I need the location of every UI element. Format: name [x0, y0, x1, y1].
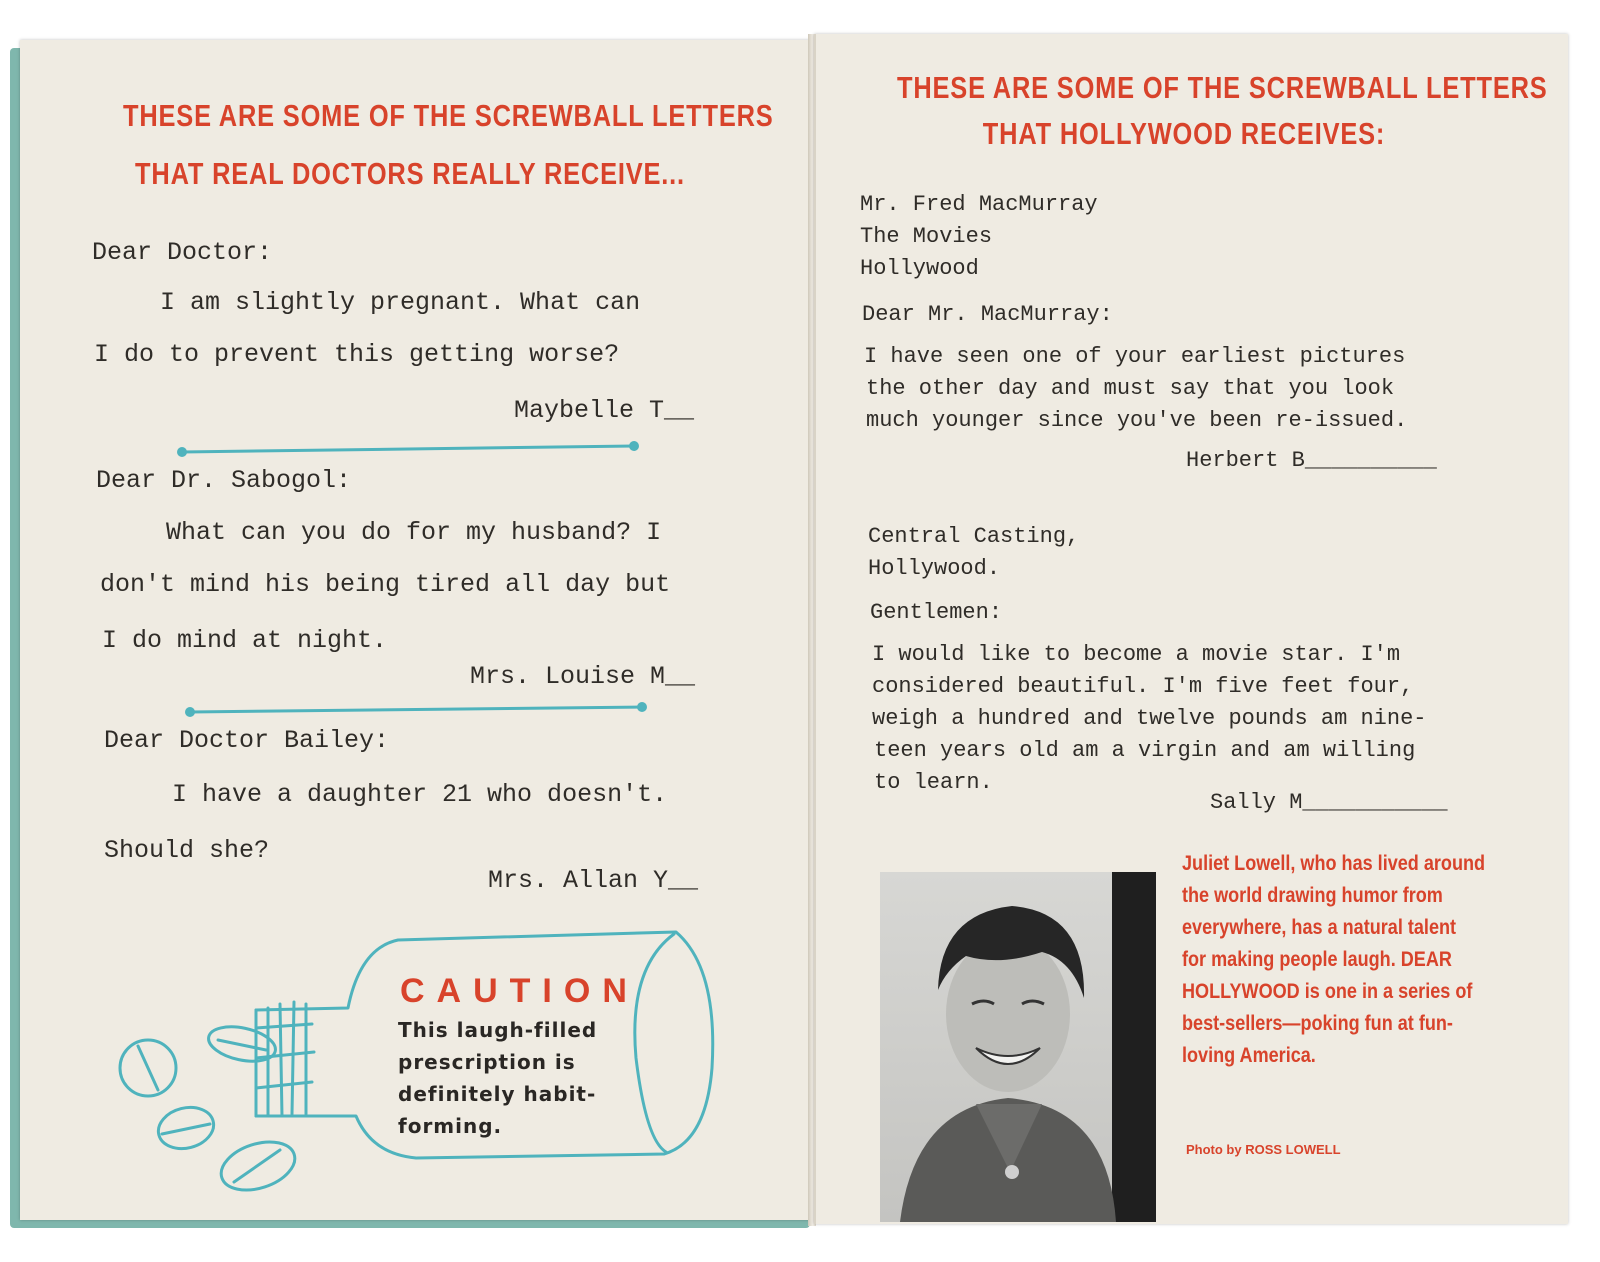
letter-5-address-line-1: Central Casting,	[868, 524, 1080, 549]
letter-divider-1	[172, 440, 642, 460]
letter-2-body-line-3: I do mind at night.	[102, 626, 388, 655]
bio-line-7: loving America.	[1182, 1044, 1316, 1067]
letter-5-body-line-1: I would like to become a movie star. I'm	[872, 642, 1401, 667]
letter-5-body-line-5: to learn.	[874, 770, 993, 795]
caution-title: CAUTION	[400, 972, 639, 1010]
bio-line-5: HOLLYWOOD is one in a series of	[1182, 980, 1473, 1003]
letter-5-salutation: Gentlemen:	[870, 600, 1003, 625]
letter-4-address-line-3: Hollywood	[860, 256, 979, 281]
letter-4-address-line-2: The Movies	[860, 224, 993, 249]
caution-line-2: prescription is	[398, 1050, 576, 1074]
letter-2-body-line-1: What can you do for my husband? I	[166, 518, 662, 547]
author-photo	[880, 872, 1156, 1222]
left-headline-line-2: THAT REAL DOCTORS REALLY RECEIVE...	[135, 156, 685, 191]
letter-3-body-line-2: Should she?	[104, 836, 270, 865]
caution-line-3: definitely habit-	[398, 1082, 597, 1106]
letter-5-address-line-2: Hollywood.	[868, 556, 1001, 581]
letter-2-signature: Mrs. Louise M__	[470, 662, 696, 691]
bio-line-1: Juliet Lowell, who has lived around	[1182, 852, 1486, 875]
letter-2-salutation: Dear Dr. Sabogol:	[96, 466, 352, 495]
letter-5-signature: Sally M___________	[1210, 790, 1448, 815]
letter-1-signature: Maybelle T__	[514, 396, 695, 425]
letter-4-body-line-1: I have seen one of your earliest pictures	[864, 344, 1406, 369]
letter-1-body-line-1: I am slightly pregnant. What can	[160, 288, 641, 317]
letter-5-body-line-4: teen years old am a virgin and am willing	[874, 738, 1416, 763]
bio-line-3: everywhere, has a natural talent	[1182, 916, 1457, 939]
left-headline-line-1: THESE ARE SOME OF THE SCREWBALL LETTERS	[123, 98, 774, 133]
letter-4-salutation: Dear Mr. MacMurray:	[862, 302, 1113, 327]
letter-1-body-line-2: I do to prevent this getting worse?	[94, 340, 620, 369]
letter-4-body-line-2: the other day and must say that you look	[866, 376, 1395, 401]
bio-line-2: the world drawing humor from	[1182, 884, 1443, 907]
letter-2-body-line-2: don't mind his being tired all day but	[100, 570, 671, 599]
bio-line-6: best-sellers—poking fun at fun-	[1182, 1012, 1453, 1035]
letter-3-body-line-1: I have a daughter 21 who doesn't.	[172, 780, 668, 809]
letter-4-body-line-3: much younger since you've been re-issued.	[866, 408, 1408, 433]
caution-line-4: forming.	[398, 1114, 503, 1138]
letter-divider-2	[180, 700, 650, 720]
letter-5-body-line-2: considered beautiful. I'm five feet four,	[872, 674, 1414, 699]
letter-1-salutation: Dear Doctor:	[92, 238, 273, 267]
letter-5-body-line-3: weigh a hundred and twelve pounds am nine-	[872, 706, 1427, 731]
caution-line-1: This laugh-filled	[398, 1018, 598, 1042]
photo-credit: Photo by ROSS LOWELL	[1186, 1142, 1341, 1157]
letter-4-signature: Herbert B__________	[1186, 448, 1437, 473]
letter-3-signature: Mrs. Allan Y__	[488, 866, 699, 895]
right-headline-line-2: THAT HOLLYWOOD RECEIVES:	[982, 116, 1386, 151]
bio-line-4: for making people laugh. DEAR	[1182, 948, 1452, 971]
letter-4-address-line-1: Mr. Fred MacMurray	[860, 192, 1098, 217]
letter-3-salutation: Dear Doctor Bailey:	[104, 726, 390, 755]
right-headline-line-1: THESE ARE SOME OF THE SCREWBALL LETTERS	[897, 70, 1548, 105]
